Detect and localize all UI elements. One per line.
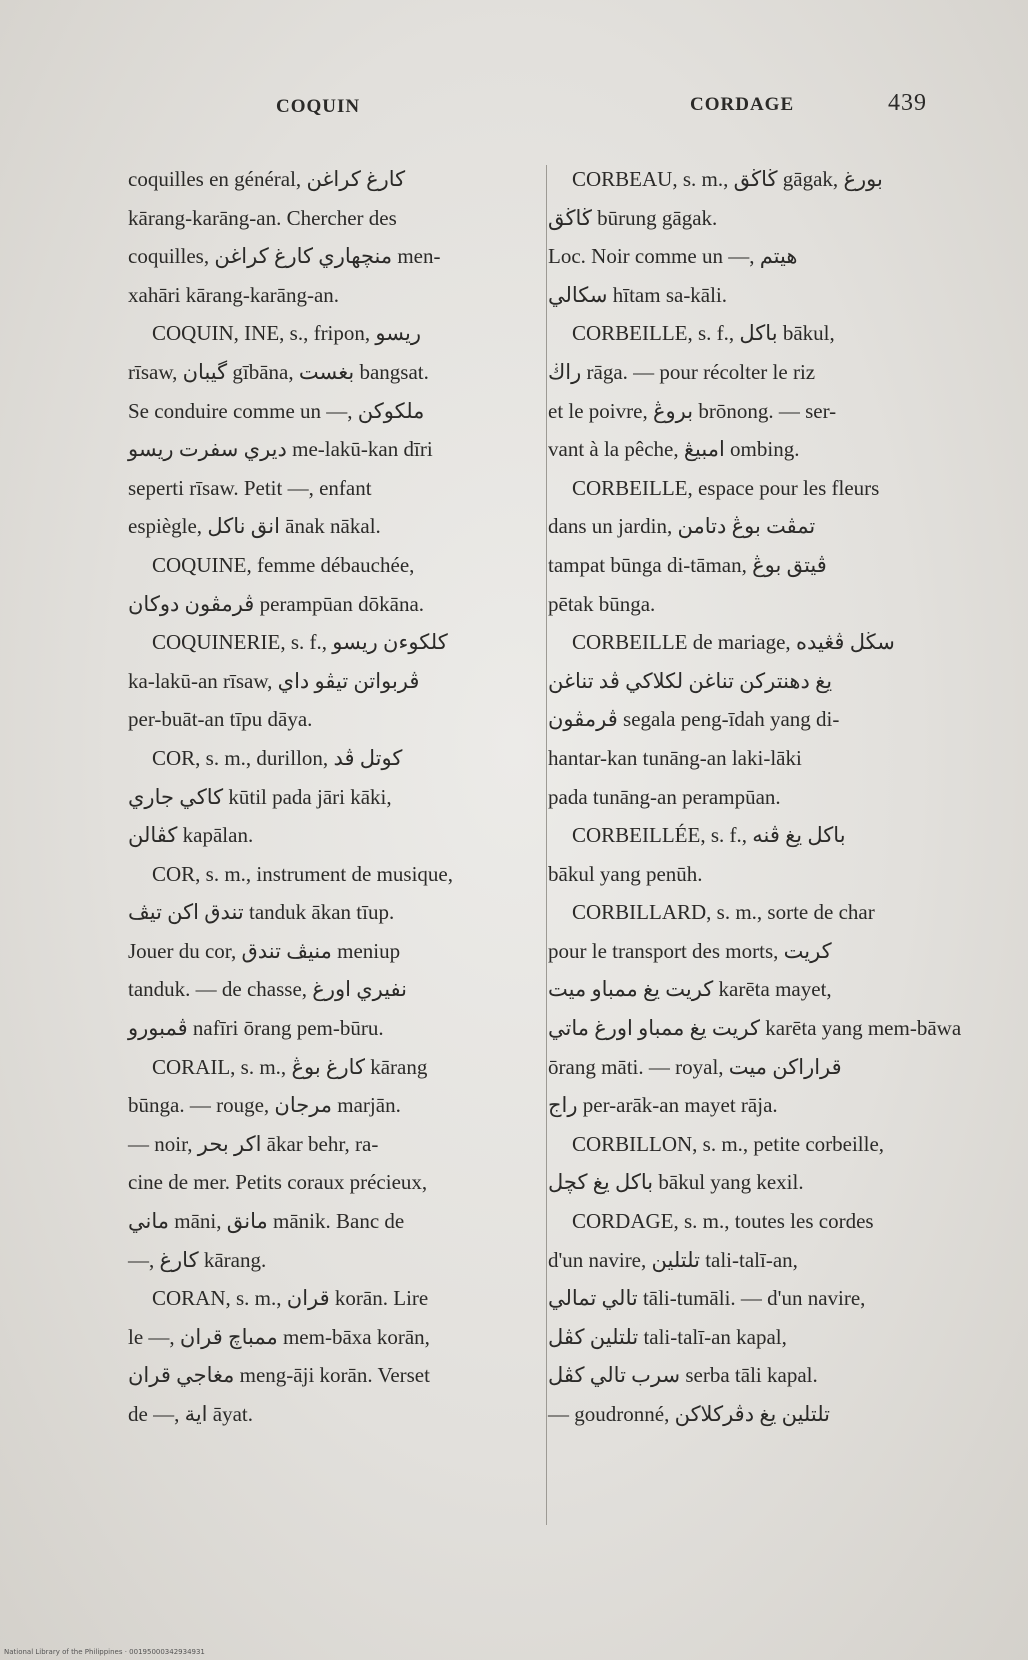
- dictionary-line: [128, 662, 518, 701]
- left-column: [128, 160, 518, 1434]
- dictionary-line: [548, 1125, 938, 1164]
- line-text: CORDAGE, s. m., toutes les cordes: [572, 1209, 874, 1234]
- line-text: CORBEILLE de mariage, سڬل ڤڠيده: [572, 630, 895, 655]
- dictionary-line: [548, 507, 938, 546]
- line-text: COR, s. m., instrument de musique,: [152, 861, 453, 886]
- running-head: [0, 92, 1028, 132]
- dictionary-line: [548, 392, 938, 431]
- line-text: CORBEILLÉE, s. f., باكل يغ ڤنه: [572, 823, 846, 848]
- dictionary-line: [548, 1163, 938, 1202]
- dictionary-line: [128, 392, 518, 431]
- dictionary-line: [128, 1086, 518, 1125]
- line-text: — goudronné, تلتلين يغ دڤركلاكن: [548, 1402, 830, 1426]
- dictionary-line: [128, 1048, 518, 1087]
- dictionary-line: [128, 1356, 518, 1395]
- dictionary-line: [128, 1279, 518, 1318]
- dictionary-line: [548, 430, 938, 469]
- line-text: راج per-arāk-an mayet rāja.: [548, 1093, 778, 1118]
- dictionary-line: [548, 970, 938, 1009]
- dictionary-line: [128, 1125, 518, 1164]
- dictionary-line: [128, 855, 518, 894]
- dictionary-line: [128, 1395, 518, 1434]
- dictionary-line: [128, 1163, 518, 1202]
- dictionary-line: [548, 1318, 938, 1357]
- dictionary-line: [128, 932, 518, 971]
- dictionary-line: [548, 662, 938, 701]
- line-text: باكل يغ كچل bākul yang kexil.: [548, 1170, 804, 1195]
- dictionary-line: [548, 932, 938, 971]
- line-text: COQUINE, femme débauchée,: [152, 552, 415, 577]
- dictionary-line: [128, 1241, 518, 1280]
- line-text: pētak būnga.: [548, 591, 656, 616]
- line-text: coquilles, منچهاري كارغ كراغن men-: [128, 244, 441, 269]
- page-number: 439: [888, 90, 927, 116]
- dictionary-line: [128, 199, 518, 238]
- line-text: dans un jardin, تمڤت بوڠ دتامن: [548, 514, 816, 539]
- line-text: rīsaw, گيبان gībāna, بغست bangsat.: [128, 359, 429, 384]
- line-text: راڬ rāga. — pour récolter le riz: [548, 359, 816, 384]
- dictionary-line: [548, 199, 938, 238]
- dictionary-line: [128, 469, 518, 508]
- column-divider: [546, 165, 547, 1525]
- dictionary-line: [128, 778, 518, 817]
- dictionary-line: [128, 1202, 518, 1241]
- line-text: kārang-karāng-an. Chercher des: [128, 205, 397, 230]
- line-text: cine de mer. Petits coraux précieux,: [128, 1170, 428, 1195]
- line-text: ڤمبورو nafīri ōrang pem-būru.: [128, 1016, 384, 1041]
- line-text: CORAIL, s. m., كارغ بوڠ kārang: [152, 1054, 428, 1079]
- line-text: ديري سفرت ريسو me-lakū-kan dīri: [128, 437, 433, 462]
- line-text: سكالي hītam sa-kāli.: [548, 282, 728, 307]
- line-text: ڤرمڤون دوكان perampūan dōkāna.: [128, 591, 425, 616]
- line-text: ڤرمڤون segala peng-īdah yang di-: [548, 707, 840, 732]
- dictionary-line: [128, 314, 518, 353]
- line-text: كڤالن kapālan.: [128, 823, 254, 848]
- line-text: CORAN, s. m., قران korān. Lire: [152, 1286, 429, 1311]
- dictionary-line: [128, 623, 518, 662]
- line-text: tanduk. — de chasse, نفيري اورغ: [128, 977, 408, 1002]
- line-text: de —, اية āyat.: [128, 1402, 254, 1426]
- line-text: CORBEILLE, s. f., باكل bākul,: [572, 321, 835, 346]
- dictionary-line: [128, 353, 518, 392]
- line-text: pada tunāng-an perampūan.: [548, 784, 781, 809]
- line-text: et le poivre, بروڠ brōnong. — ser-: [548, 398, 837, 423]
- dictionary-line: [128, 160, 518, 199]
- dictionary-line: [548, 314, 938, 353]
- scan-footer: National Library of the Philippines · 00195000342934931: [4, 1648, 205, 1656]
- dictionary-line: [128, 700, 518, 739]
- line-text: ōrang māti. — royal, قراراكن ميت: [548, 1054, 842, 1079]
- line-text: كاكي جاري kūtil pada jāri kāki,: [128, 784, 392, 809]
- line-text: per-buāt-an tīpu dāya.: [128, 707, 313, 732]
- line-text: — noir, اكر بحر ākar behr, ra-: [128, 1131, 379, 1156]
- dictionary-line: [548, 893, 938, 932]
- dictionary-line: [128, 546, 518, 585]
- line-text: تالي تمالي tāli-tumāli. — d'un navire,: [548, 1286, 866, 1311]
- dictionary-line: [548, 1202, 938, 1241]
- dictionary-line: [128, 585, 518, 624]
- dictionary-line: [548, 700, 938, 739]
- dictionary-line: [128, 739, 518, 778]
- line-text: seperti rīsaw. Petit —, enfant: [128, 475, 372, 500]
- line-text: ماني māni, مانق mānik. Banc de: [128, 1209, 405, 1234]
- line-text: pour le transport des morts, كريت: [548, 938, 832, 963]
- line-text: d'un navire, تلتلين tali-talī-an,: [548, 1247, 798, 1272]
- line-text: CORBEILLE, espace pour les fleurs: [572, 475, 880, 500]
- line-text: ka-lakū-an rīsaw, ڤربواتن تيڤو داي: [128, 668, 420, 693]
- dictionary-line: [548, 160, 938, 199]
- line-text: كريت يغ ممباو اورغ ماتي karēta yang mem-bāwa: [548, 1016, 962, 1041]
- line-text: سرب تالي كڤل serba tāli kapal.: [548, 1363, 818, 1388]
- header-left-word: COQUIN: [276, 96, 361, 117]
- dictionary-line: [128, 1318, 518, 1357]
- dictionary-line: [548, 778, 938, 817]
- dictionary-line: [548, 1086, 938, 1125]
- line-text: كريت يغ ممباو ميت karēta mayet,: [548, 977, 832, 1002]
- line-text: يغ دهنترکن تناغن لكلاکي ڤد تناغن: [548, 668, 833, 693]
- dictionary-line: [128, 430, 518, 469]
- dictionary-line: [128, 237, 518, 276]
- line-text: Loc. Noir comme un —, هيتم: [548, 244, 798, 269]
- dictionary-line: [548, 1009, 962, 1048]
- dictionary-line: [548, 816, 938, 855]
- line-text: Jouer du cor, منيڤ تندق meniup: [128, 938, 401, 963]
- dictionary-line: [128, 970, 518, 1009]
- dictionary-line: [548, 855, 938, 894]
- line-text: COQUIN, INE, s., fripon, ريسو: [152, 321, 421, 346]
- dictionary-line: [548, 546, 938, 585]
- line-text: تندق اكن تيڤ tanduk ākan tīup.: [128, 900, 395, 925]
- dictionary-line: [548, 1395, 938, 1434]
- dictionary-line: [548, 1048, 938, 1087]
- dictionary-line: [128, 816, 518, 855]
- dictionary-line: [548, 623, 938, 662]
- dictionary-line: [548, 1279, 938, 1318]
- dictionary-line: [548, 585, 938, 624]
- line-text: xahāri kārang-karāng-an.: [128, 282, 340, 307]
- line-text: ڬاڬق būrung gāgak.: [548, 205, 718, 230]
- dictionary-line: [548, 276, 938, 315]
- dictionary-line: [548, 1356, 938, 1395]
- dictionary-line: [128, 276, 518, 315]
- line-text: CORBEAU, s. m., ڬاڬق gāgak, بورغ: [572, 167, 883, 191]
- dictionary-line: [548, 469, 938, 508]
- dictionary-line: [548, 739, 938, 778]
- line-text: تلتلين كڤل tali-talī-an kapal,: [548, 1324, 787, 1349]
- dictionary-line: [548, 1241, 938, 1280]
- line-text: COR, s. m., durillon, كوتل ڤد: [152, 745, 403, 770]
- line-text: Se conduire comme un —, ملكوكن: [128, 398, 425, 423]
- dictionary-line: [128, 507, 518, 546]
- line-text: vant à la pêche, امبيڠ ombing.: [548, 437, 800, 462]
- dictionary-line: [548, 353, 938, 392]
- line-text: hantar-kan tunāng-an laki-lāki: [548, 745, 802, 770]
- line-text: tampat būnga di-tāman, ڤيتق بوڠ: [548, 552, 827, 577]
- line-text: coquilles en général, كارغ كراغن: [128, 167, 406, 191]
- dictionary-line: [128, 893, 518, 932]
- line-text: CORBILLON, s. m., petite corbeille,: [572, 1131, 885, 1156]
- header-right-word: CORDAGE: [690, 94, 795, 115]
- line-text: —, كارغ kārang.: [128, 1247, 267, 1272]
- line-text: espiègle, انق ناكل ānak nākal.: [128, 514, 381, 539]
- line-text: bākul yang penūh.: [548, 861, 703, 886]
- dictionary-line: [128, 1009, 518, 1048]
- right-column: [548, 160, 962, 1434]
- line-text: le —, ممباچ قران mem-bāxa korān,: [128, 1324, 430, 1349]
- line-text: būnga. — rouge, مرجان marjān.: [128, 1093, 401, 1118]
- line-text: مغاجي قران meng-āji korān. Verset: [128, 1363, 430, 1388]
- line-text: CORBILLARD, s. m., sorte de char: [572, 900, 875, 925]
- line-text: COQUINERIE, s. f., كلكوءن ريسو: [152, 630, 448, 655]
- dictionary-line: [548, 237, 938, 276]
